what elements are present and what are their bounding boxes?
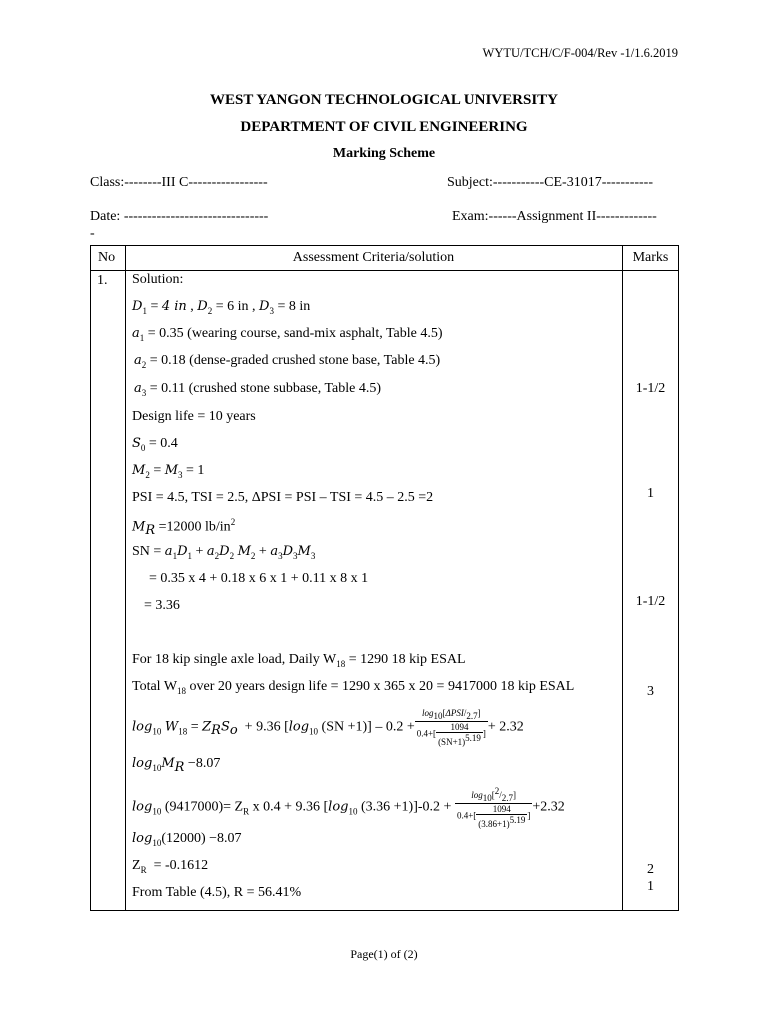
- solution-line: SN = $a_1D_1 + a_2D_2$ $M_2 + a_3D_3M_3$: [132, 544, 316, 561]
- department-name: DEPARTMENT OF CIVIL ENGINEERING: [240, 119, 528, 135]
- solution-line: = 0.35 x 4 + 0.18 x 6 x 1 + 0.11 x 8 x 1: [149, 571, 369, 586]
- wrapped-dash: -: [90, 226, 95, 241]
- solution-line: $a_3 = 0.11$ (crushed stone subbase, Table 4.5): [134, 381, 382, 398]
- solution-line: Design life = 10 years: [132, 409, 256, 424]
- mark-value: 2: [647, 862, 654, 877]
- solution-line: PSI = 4.5, TSI = 2.5, ΔPSI = PSI – TSI = 4.5 – 2.5 =2: [132, 490, 434, 505]
- equation-line: $\log_{10}M_R -8.07$: [132, 756, 221, 775]
- solution-line: $M_2 = M_3 = 1$: [132, 463, 205, 480]
- solution-line: $a_2 = 0.18$ (dense-graded crushed stone base, Table 4.5): [134, 353, 441, 370]
- university-name: WEST YANGON TECHNOLOGICAL UNIVERSITY: [209, 92, 558, 108]
- column-divider: [622, 246, 623, 910]
- subject-field: Subject:-----------CE-31017-----------: [447, 175, 654, 190]
- exam-field: Exam:------Assignment II-------------: [452, 209, 657, 224]
- equation-line: $\log_{10}(12000) -8.07$: [132, 831, 242, 848]
- solution-line: $Z_R = -0.1612$: [132, 858, 209, 875]
- mark-value: 1: [647, 486, 654, 501]
- solution-line: $M_R =12000$ $lb/in^2$: [132, 517, 236, 539]
- header-divider: [91, 270, 678, 271]
- document-reference: WYTU/TCH/C/F-004/Rev -1/1.6.2019: [482, 46, 678, 60]
- equation-line: $\log_{10} W_{18} = Z_RS_o + 9.36$ [$\log_{10}$ (SN +1)] – 0.2 + $\log_{10}[\Delta PSI/_{2.7}]$ 0.4+[ $\frac{1094}{(SN+1)^{5.19}}$ ] + 2.32: [132, 708, 524, 747]
- solution-line: = 3.36: [144, 598, 180, 613]
- mark-value: 1: [647, 879, 654, 894]
- equation-line: $\log_{10} (9417000)= Z_R$ x 0.4 + 9.36 [$\log_{10}$ (3.36 +1)]-0.2 + $\log_{10}[^2/_{2.7}]$ 0.4+[ $\frac{1094}{(3.86+1)^{5.19}}$ ] +2.32: [132, 786, 565, 829]
- mark-value: 3: [647, 684, 654, 699]
- marking-table: [90, 245, 679, 911]
- class-field: Class:--------III C-----------------: [90, 175, 268, 190]
- solution-line: $a_1 = 0.35$ (wearing course, sand-mix asphalt, Table 4.5): [132, 326, 443, 343]
- column-divider: [125, 246, 126, 910]
- mark-value: 1-1/2: [635, 594, 666, 609]
- document-title: Marking Scheme: [332, 146, 436, 161]
- solution-line: Solution:: [132, 272, 184, 287]
- solution-line: From Table (4.5), R = 56.41%: [132, 885, 302, 900]
- row-number: 1.: [97, 273, 108, 288]
- solution-line: For 18 kip single axle load, Daily $W_{18} = 1290$ 18 kip ESAL: [132, 652, 466, 669]
- header-marks: Marks: [632, 250, 669, 265]
- date-field: Date: -------------------------------: [90, 209, 269, 224]
- solution-line: Total $W_{18}$ over 20 years design life = 1290 x 365 x 20 = 9417000 18 kip ESAL: [132, 679, 575, 696]
- header-criteria: Assessment Criteria/solution: [292, 250, 455, 265]
- solution-line: $S_0 = 0.4$: [132, 436, 178, 453]
- header-no: No: [98, 250, 116, 265]
- solution-line: $D_1 = 4$ in , $D_2 = 6$ in , $D_3 = 8$ in: [132, 299, 311, 316]
- mark-value: 1-1/2: [635, 381, 666, 396]
- page-number: Page(1) of (2): [350, 947, 418, 961]
